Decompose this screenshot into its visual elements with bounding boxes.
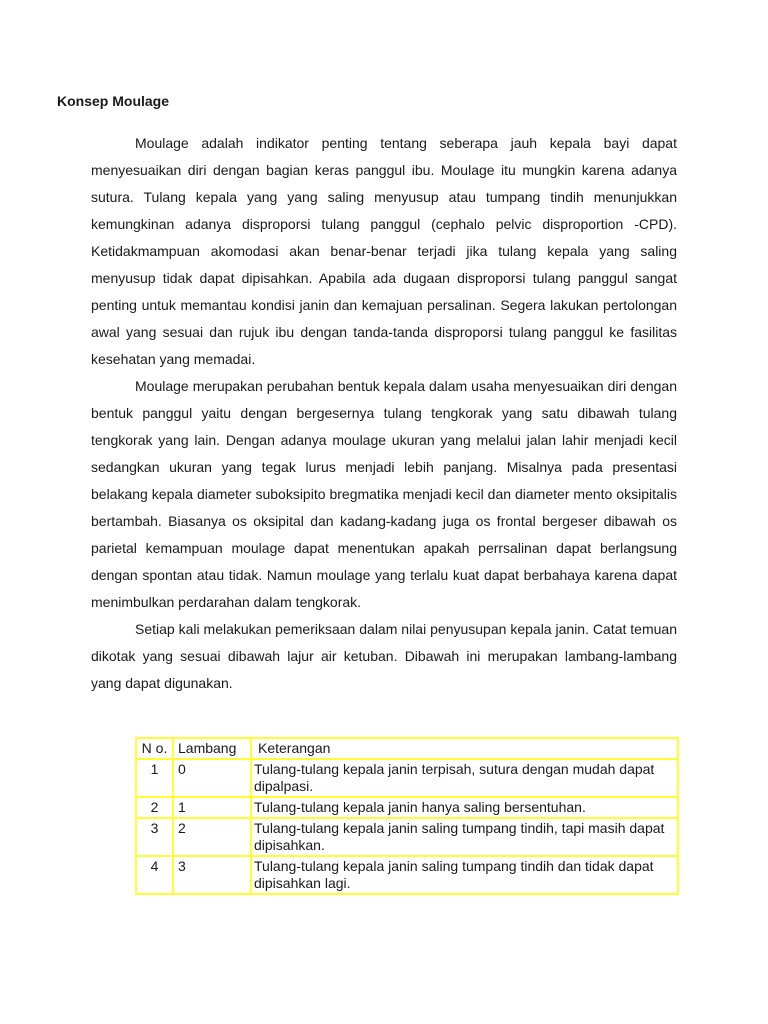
table-row	[136, 856, 678, 894]
document-body	[91, 130, 677, 697]
row-symbol: 3	[173, 856, 251, 894]
column-header-description: Keterangan	[251, 738, 678, 759]
row-description: Tulang-tulang kepala janin hanya saling bersentuhan.	[251, 797, 678, 818]
table-row	[136, 797, 678, 818]
table-row	[136, 759, 678, 797]
paragraph: Moulage merupakan perubahan bentuk kepala dalam usaha menyesuaikan diri dengan bentuk panggul yaitu dengan bergesernya tulang tengkorak yang satu dibawah tulang tengkorak yang lain. Dengan adanya moulage ukuran yang melalui jalan lahir menjadi kecil sedangkan ukuran yang tegak lurus menjadi lebih panjang. Misalnya pada presentasi belakang kepala diameter suboksipito bregmatika menjadi kecil dan diameter mento oksipitalis bertambah. Biasanya os oksipital dan kadang-kadang juga os frontal bergeser dibawah os parietal kemampuan moulage dapat menentukan apakah perrsalinan dapat berlangsung dengan spontan atau tidak. Namun moulage yang terlalu kuat dapat berbahaya karena dapat menimbulkan perdarahan dalam tengkorak.	[91, 378, 677, 610]
row-description: Tulang-tulang kepala janin terpisah, sutura dengan mudah dapat dipalpasi.	[251, 759, 678, 797]
row-description: Tulang-tulang kepala janin saling tumpang tindih dan tidak dapat dipisahkan lagi.	[251, 856, 678, 894]
document-title: Konsep Moulage	[57, 93, 170, 109]
moulage-symbol-table	[135, 737, 679, 895]
row-number: 3	[136, 818, 173, 856]
row-symbol: 2	[173, 818, 251, 856]
table-header-row	[136, 738, 678, 759]
row-symbol: 0	[173, 759, 251, 797]
row-number: 1	[136, 759, 173, 797]
column-header-symbol: Lambang	[173, 738, 251, 759]
paragraph: Setiap kali melakukan pemeriksaan dalam nilai penyusupan kepala janin. Catat temuan dikotak yang sesuai dibawah lajur air ketuban. Dibawah ini merupakan lambang-lambang yang dapat digunakan.	[91, 621, 677, 691]
row-number: 2	[136, 797, 173, 818]
row-number: 4	[136, 856, 173, 894]
table-row	[136, 818, 678, 856]
paragraph: Moulage adalah indikator penting tentang seberapa jauh kepala bayi dapat menyesuaikan diri dengan bagian keras panggul ibu. Moulage itu mungkin karena adanya sutura. Tulang kepala yang yang saling menyusup atau tumpang tindih menunjukkan kemungkinan adanya disproporsi tulang panggul (cephalo pelvic disproportion -CPD). Ketidakmampuan akomodasi akan benar-benar terjadi jika tulang kepala yang saling menyusup tidak dapat dipisahkan. Apabila ada dugaan disproporsi tulang panggul sangat penting untuk memantau kondisi janin dan kemajuan persalinan. Segera lakukan pertolongan awal yang sesuai dan rujuk ibu dengan tanda-tanda disproporsi tulang panggul ke fasilitas kesehatan yang memadai.	[91, 135, 677, 367]
column-header-no: N o.	[136, 738, 173, 759]
row-description: Tulang-tulang kepala janin saling tumpang tindih, tapi masih dapat dipisahkan.	[251, 818, 678, 856]
row-symbol: 1	[173, 797, 251, 818]
